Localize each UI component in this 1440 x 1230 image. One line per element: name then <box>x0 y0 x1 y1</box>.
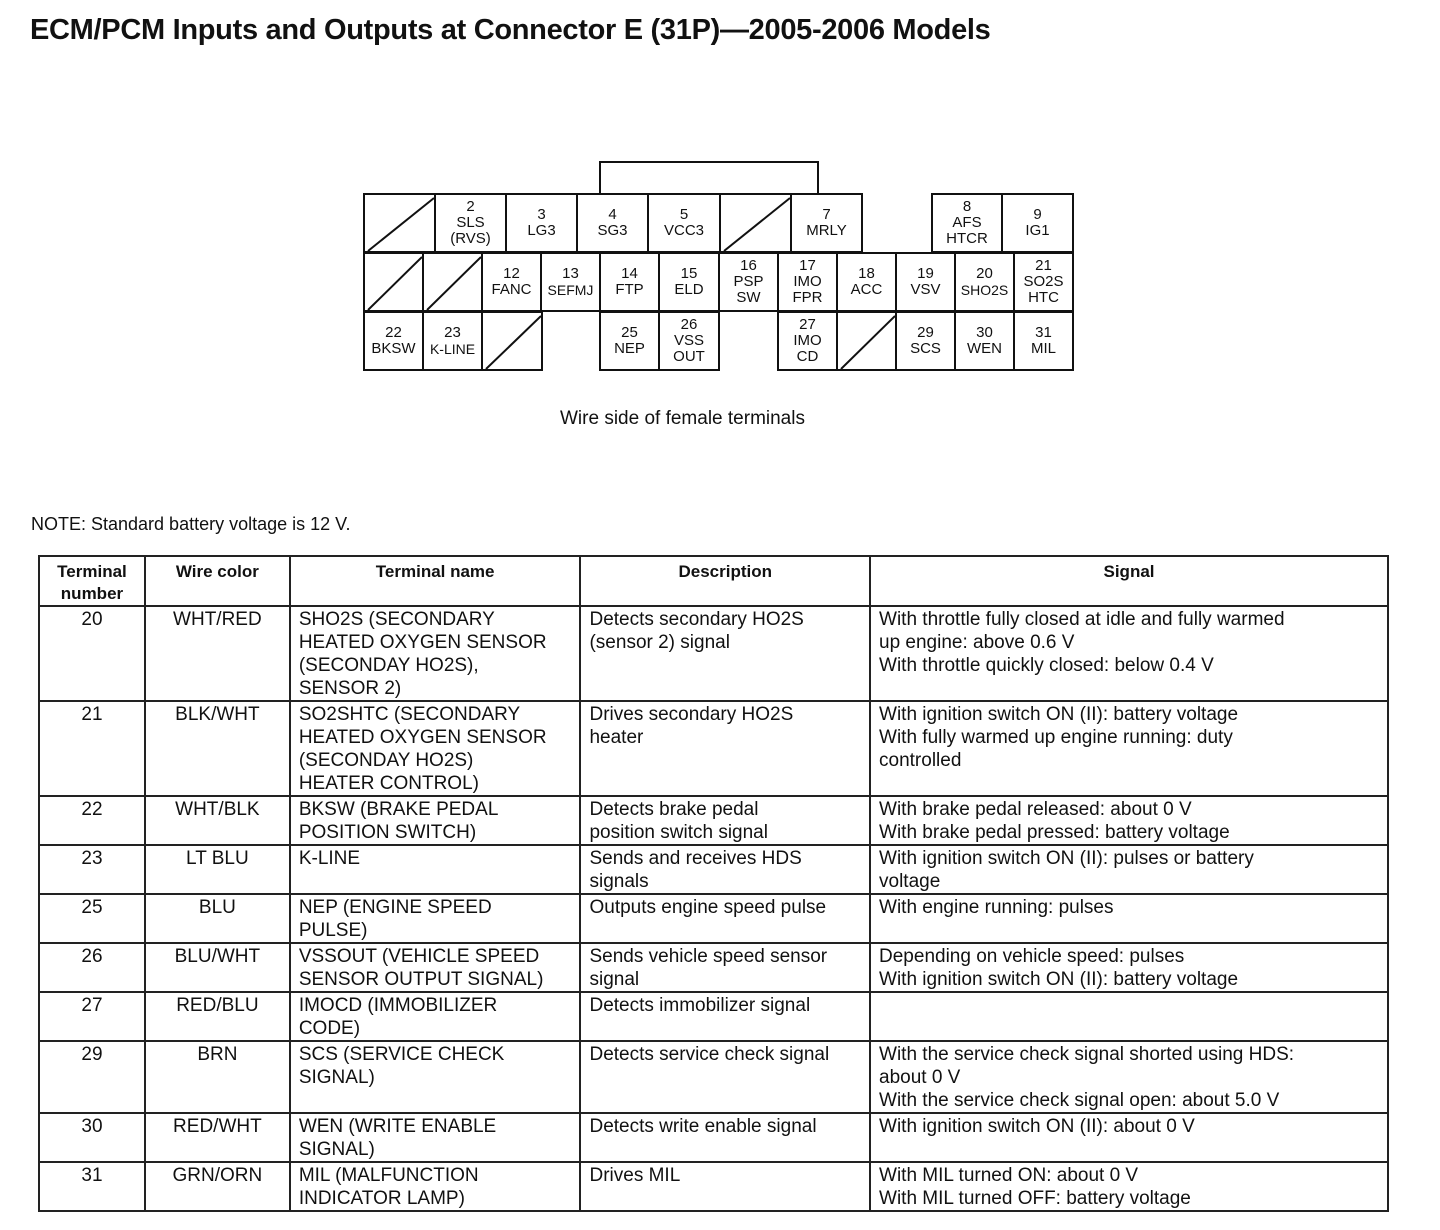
blank-terminal <box>481 311 543 371</box>
terminal-number: 18 <box>858 265 875 282</box>
cell-description-line: Outputs engine speed pulse <box>589 897 827 918</box>
table-header-row <box>39 556 1388 606</box>
cell-signal-line: about 0 V <box>879 1067 961 1088</box>
terminal-abbrev: ELD <box>674 281 704 298</box>
terminal-cell-20 <box>954 252 1015 312</box>
blank-terminal <box>422 252 483 312</box>
cell-description-line: Drives MIL <box>589 1165 681 1186</box>
cell-description-line: position switch signal <box>589 822 768 843</box>
cell-terminal-name-line: NEP (ENGINE SPEED <box>298 897 492 918</box>
col-wire-color: Wire color <box>145 556 290 606</box>
terminal-number: 15 <box>680 265 698 282</box>
terminal-abbrev-line2: (RVS) <box>450 230 491 247</box>
cell-terminal-name-line: VSSOUT (VEHICLE SPEED <box>298 946 540 967</box>
cell-signal-line: up engine: above 0.6 V <box>879 632 1075 653</box>
terminal-cell-17 <box>777 252 838 312</box>
cell-signal-line: With throttle fully closed at idle and fully warmed <box>879 609 1285 630</box>
terminal-abbrev: BKSW <box>371 340 416 357</box>
terminal-number: 2 <box>466 198 475 215</box>
cell-signal-line: With the service check signal open: about 5.0 V <box>879 1090 1280 1111</box>
cell-signal-line: With fully warmed up engine running: duty <box>879 727 1233 748</box>
terminal-abbrev-line2: FPR <box>792 289 823 306</box>
cell-terminal-name-line: K-LINE <box>298 848 361 869</box>
cell-description <box>580 796 870 845</box>
terminal-number: 9 <box>1033 206 1042 223</box>
cell-description <box>580 606 870 701</box>
cell-terminal-name <box>290 1041 581 1113</box>
cell-terminal-name <box>290 943 581 992</box>
table-row <box>39 1041 1388 1113</box>
cell-wire-color: GRN/ORN <box>145 1162 290 1211</box>
terminal-abbrev: VSS <box>673 332 704 349</box>
cell-signal-line: With engine running: pulses <box>879 897 1114 918</box>
col-terminal-number: Terminal number <box>39 556 145 606</box>
terminal-abbrev: IMO <box>793 332 822 349</box>
cell-terminal-name-line: SENSOR 2) <box>298 678 402 699</box>
terminal-number: 4 <box>608 206 617 223</box>
terminal-abbrev-line2: HTCR <box>946 230 988 247</box>
cell-terminal-name <box>290 1113 581 1162</box>
terminal-abbrev: VSV <box>910 281 941 298</box>
cell-signal <box>870 894 1388 943</box>
cell-terminal-name-line: HEATED OXYGEN SENSOR <box>298 727 547 748</box>
cell-wire-color: WHT/BLK <box>145 796 290 845</box>
terminal-number: 5 <box>679 206 689 223</box>
terminal-number: 12 <box>503 265 520 282</box>
terminal-number: 27 <box>799 316 816 333</box>
terminal-abbrev: FANC <box>491 281 532 298</box>
cell-terminal-name-line: (SECONDAY HO2S), <box>298 655 479 676</box>
terminal-abbrev-line2: CD <box>796 348 819 365</box>
terminal-cell-5 <box>647 193 721 253</box>
terminal-abbrev: K-LINE <box>429 341 476 357</box>
table-row <box>39 701 1388 796</box>
cell-terminal-name <box>290 992 581 1041</box>
cell-description-line: Sends vehicle speed sensor <box>589 946 828 967</box>
cell-signal-line: Depending on vehicle speed: pulses <box>879 946 1185 967</box>
terminal-number: 23 <box>444 324 461 341</box>
terminal-abbrev: VCC3 <box>663 222 704 239</box>
cell-terminal-name-line: SIGNAL) <box>298 1139 375 1160</box>
cell-signal-line: With brake pedal pressed: battery voltage <box>879 822 1230 843</box>
terminal-number: 26 <box>680 316 698 333</box>
cell-signal <box>870 845 1388 894</box>
cell-terminal-name-line: SO2SHTC (SECONDARY <box>298 704 521 725</box>
terminal-abbrev-line2: OUT <box>673 348 705 365</box>
table-row <box>39 1162 1388 1211</box>
cell-signal-line: With ignition switch ON (II): battery voltage <box>879 704 1239 725</box>
terminal-number: 29 <box>917 324 934 341</box>
cell-description <box>580 1041 870 1113</box>
terminal-cell-21 <box>1013 252 1074 312</box>
terminal-number: 25 <box>621 324 638 341</box>
cell-description <box>580 845 870 894</box>
terminal-abbrev: ACC <box>850 281 883 298</box>
terminal-number: 22 <box>385 324 402 341</box>
cell-description <box>580 701 870 796</box>
cell-terminal-name <box>290 1162 581 1211</box>
blank-terminal <box>363 193 436 253</box>
cell-terminal-name-line: MIL (MALFUNCTION <box>298 1165 479 1186</box>
terminal-number: 14 <box>621 265 638 282</box>
cell-signal <box>870 1162 1388 1211</box>
cell-wire-color: LT BLU <box>145 845 290 894</box>
terminal-abbrev: IMO <box>793 273 822 290</box>
cell-wire-color: BLK/WHT <box>145 701 290 796</box>
terminal-number: 8 <box>962 198 972 215</box>
terminal-cell-19 <box>895 252 956 312</box>
terminal-cell-27 <box>777 311 838 371</box>
cell-wire-color: RED/BLU <box>145 992 290 1041</box>
blank-terminal <box>719 193 792 253</box>
cell-description <box>580 992 870 1041</box>
terminal-number: 3 <box>537 206 546 223</box>
cell-terminal-name-line: IMOCD (IMMOBILIZER <box>298 995 498 1016</box>
cell-terminal-name-line: BKSW (BRAKE PEDAL <box>298 799 499 820</box>
terminal-number: 13 <box>562 265 579 282</box>
terminal-cell-15 <box>658 252 720 312</box>
terminal-abbrev: SCS <box>910 340 941 357</box>
cell-terminal-name-line: SCS (SERVICE CHECK <box>298 1044 505 1065</box>
cell-terminal-name <box>290 606 581 701</box>
terminal-abbrev-line2: SW <box>736 289 761 306</box>
terminal-cell-8 <box>931 193 1003 253</box>
terminal-cell-16 <box>718 252 779 312</box>
cell-signal <box>870 943 1388 992</box>
terminal-cell-2 <box>434 193 507 253</box>
terminal-abbrev: MRLY <box>806 222 847 239</box>
cell-description <box>580 1113 870 1162</box>
terminal-abbrev: AFS <box>952 214 982 231</box>
terminal-cell-26 <box>658 311 720 371</box>
cell-signal <box>870 796 1388 845</box>
terminal-cell-9 <box>1001 193 1074 253</box>
terminal-abbrev: PSP <box>733 273 764 290</box>
cell-signal-line: controlled <box>879 750 962 771</box>
cell-signal <box>870 701 1388 796</box>
cell-description <box>580 943 870 992</box>
terminal-abbrev: SO2S <box>1023 273 1064 290</box>
cell-terminal: 22 <box>39 796 145 845</box>
cell-terminal: 21 <box>39 701 145 796</box>
cell-signal-line: With the service check signal shorted using HDS: <box>879 1044 1295 1065</box>
terminal-abbrev: SLS <box>456 214 485 231</box>
cell-wire-color: BLU/WHT <box>145 943 290 992</box>
terminal-cell-29 <box>895 311 956 371</box>
cell-signal-line: With MIL turned ON: about 0 V <box>879 1165 1139 1186</box>
cell-terminal-name-line: SENSOR OUTPUT SIGNAL) <box>298 969 544 990</box>
terminal-number: 21 <box>1035 257 1052 274</box>
cell-wire-color: RED/WHT <box>145 1113 290 1162</box>
table-row <box>39 894 1388 943</box>
terminal-number: 30 <box>976 324 993 341</box>
connector-caption: Wire side of female terminals <box>560 408 805 429</box>
terminal-cell-7 <box>790 193 863 253</box>
terminal-number: 31 <box>1035 324 1052 341</box>
terminal-cell-4 <box>576 193 649 253</box>
cell-terminal-name-line: POSITION SWITCH) <box>298 822 477 843</box>
cell-terminal-name-line: SHO2S (SECONDARY <box>298 609 495 630</box>
terminal-cell-12 <box>481 252 542 312</box>
cell-signal <box>870 606 1388 701</box>
terminal-abbrev-line2: HTC <box>1028 289 1059 306</box>
cell-signal <box>870 1113 1388 1162</box>
cell-terminal-name-line: CODE) <box>298 1018 361 1039</box>
terminal-number: 20 <box>976 265 993 282</box>
terminal-cell-30 <box>954 311 1015 371</box>
cell-terminal-name-line: (SECONDAY HO2S) <box>298 750 474 771</box>
col-signal: Signal <box>870 556 1388 606</box>
cell-signal-line: With ignition switch ON (II): battery voltage <box>879 969 1239 990</box>
table-row <box>39 845 1388 894</box>
cell-description-line: (sensor 2) signal <box>589 632 730 653</box>
terminal-number: 7 <box>822 206 831 223</box>
col-description: Description <box>580 556 870 606</box>
cell-terminal: 23 <box>39 845 145 894</box>
terminal-cell-22 <box>363 311 424 371</box>
cell-description-line: signals <box>589 871 649 892</box>
cell-description-line: Detects brake pedal <box>589 799 759 820</box>
table-row <box>39 943 1388 992</box>
cell-description <box>580 1162 870 1211</box>
terminal-abbrev: WEN <box>967 340 1002 357</box>
terminal-number: 17 <box>799 257 816 274</box>
cell-terminal-name-line: HEATER CONTROL) <box>298 773 479 794</box>
cell-terminal-name-line: SIGNAL) <box>298 1067 375 1088</box>
cell-description-line: Sends and receives HDS <box>589 848 802 869</box>
blank-terminal <box>363 252 424 312</box>
cell-signal-line: With ignition switch ON (II): pulses or battery <box>879 848 1254 869</box>
terminal-abbrev: SG3 <box>597 222 628 239</box>
table-row <box>39 796 1388 845</box>
cell-wire-color: WHT/RED <box>145 606 290 701</box>
cell-terminal-name-line: WEN (WRITE ENABLE <box>298 1116 497 1137</box>
cell-terminal: 20 <box>39 606 145 701</box>
terminal-number: 19 <box>917 265 934 282</box>
table-row <box>39 1113 1388 1162</box>
terminal-abbrev: FTP <box>615 281 644 298</box>
cell-wire-color: BRN <box>145 1041 290 1113</box>
cell-description-line: Detects secondary HO2S <box>589 609 804 630</box>
cell-terminal: 30 <box>39 1113 145 1162</box>
terminal-table <box>38 555 1389 1212</box>
table-row <box>39 606 1388 701</box>
cell-signal <box>870 992 1388 1041</box>
cell-terminal-name-line: HEATED OXYGEN SENSOR <box>298 632 547 653</box>
cell-terminal-name <box>290 701 581 796</box>
cell-description-line: signal <box>589 969 640 990</box>
terminal-number: 16 <box>740 257 757 274</box>
terminal-cell-14 <box>599 252 660 312</box>
cell-signal-line: With ignition switch ON (II): about 0 V <box>879 1116 1195 1137</box>
battery-note: NOTE: Standard battery voltage is 12 V. <box>31 514 351 534</box>
terminal-abbrev: SEFMJ <box>547 282 594 298</box>
cell-wire-color: BLU <box>145 894 290 943</box>
cell-signal <box>870 1041 1388 1113</box>
cell-description-line: Detects write enable signal <box>589 1116 817 1137</box>
cell-terminal: 27 <box>39 992 145 1041</box>
terminal-cell-31 <box>1013 311 1074 371</box>
cell-terminal-name <box>290 796 581 845</box>
terminal-abbrev: SHO2S <box>960 282 1009 298</box>
cell-signal-line: With brake pedal released: about 0 V <box>879 799 1192 820</box>
terminal-cell-13 <box>540 252 601 312</box>
cell-terminal: 26 <box>39 943 145 992</box>
cell-terminal: 31 <box>39 1162 145 1211</box>
cell-terminal-name <box>290 845 581 894</box>
terminal-cell-18 <box>836 252 897 312</box>
cell-terminal: 25 <box>39 894 145 943</box>
cell-description-line: Detects service check signal <box>589 1044 830 1065</box>
terminal-abbrev: MIL <box>1030 340 1056 357</box>
cell-description-line: heater <box>589 727 644 748</box>
cell-terminal-name-line: PULSE) <box>298 920 368 941</box>
cell-signal-line: With throttle quickly closed: below 0.4 V <box>879 655 1214 676</box>
terminal-cell-25 <box>599 311 660 371</box>
cell-description-line: Detects immobilizer signal <box>589 995 811 1016</box>
page-title: ECM/PCM Inputs and Outputs at Connector E (31P)—2005-2006 Models <box>30 14 991 46</box>
cell-signal-line: voltage <box>879 871 941 892</box>
terminal-abbrev: IG1 <box>1025 222 1050 239</box>
cell-description-line: Drives secondary HO2S <box>589 704 794 725</box>
cell-signal-line: With MIL turned OFF: battery voltage <box>879 1188 1191 1209</box>
blank-terminal <box>836 311 897 371</box>
terminal-abbrev: LG3 <box>527 222 556 239</box>
terminal-cell-23 <box>422 311 483 371</box>
cell-terminal-name <box>290 894 581 943</box>
terminal-abbrev: NEP <box>614 340 645 357</box>
col-terminal-name: Terminal name <box>290 556 581 606</box>
cell-description <box>580 894 870 943</box>
cell-terminal-name-line: INDICATOR LAMP) <box>298 1188 465 1209</box>
connector-latch <box>599 161 819 195</box>
terminal-cell-3 <box>505 193 578 253</box>
table-row <box>39 992 1388 1041</box>
cell-terminal: 29 <box>39 1041 145 1113</box>
